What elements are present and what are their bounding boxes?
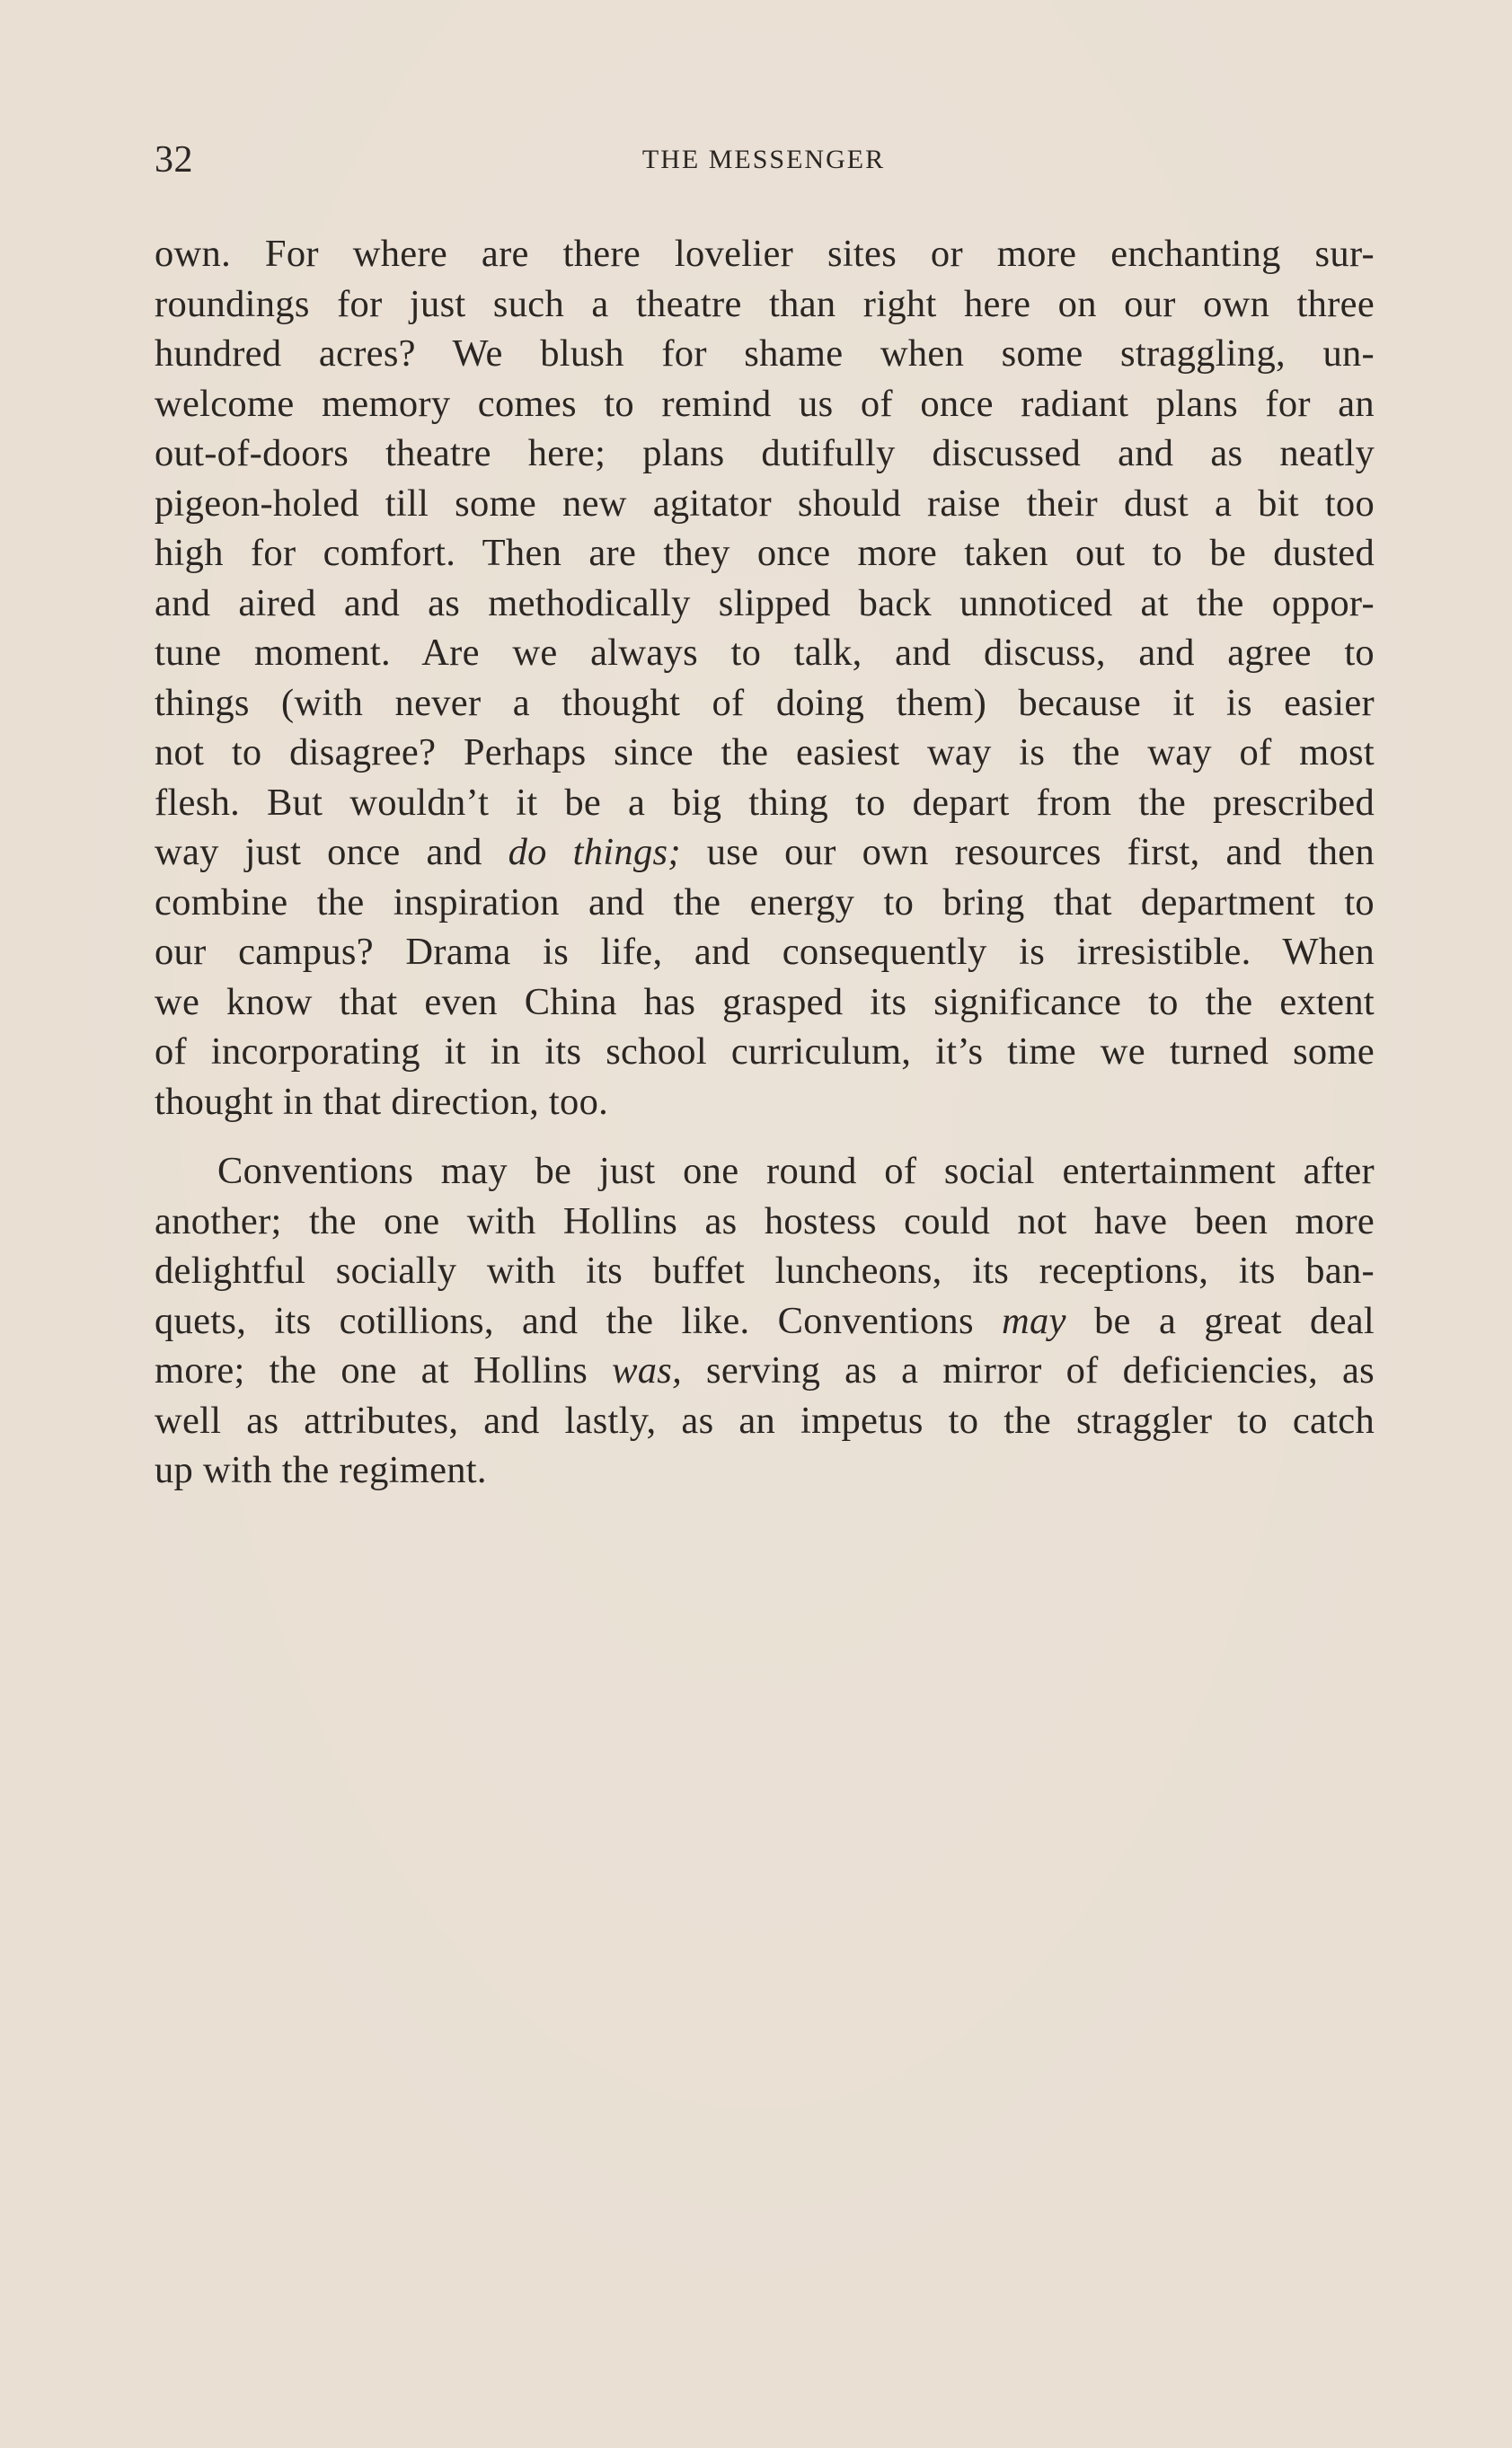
text-line: more; the one at Hollins was, serving as a mirror of deficiencies, as	[155, 1349, 1375, 1392]
text-line: high for comfort. Then are they once more taken out to be dusted	[155, 532, 1375, 574]
text-line: and aired and as methodically slipped back unnoticed at the oppor-	[155, 581, 1375, 624]
paragraph-2	[155, 1146, 1375, 1496]
text-line: roundings for just such a theatre than right here on our own three	[155, 282, 1375, 325]
text-line: quets, its cotillions, and the like. Conventions may be a great deal	[155, 1299, 1375, 1342]
text-line: welcome memory comes to remind us of once radiant plans for an	[155, 382, 1375, 425]
text-line: we know that even China has grasped its significance to the extent	[155, 980, 1375, 1023]
text-line: another; the one with Hollins as hostess could not have been more	[155, 1199, 1375, 1242]
text-line: pigeon-holed till some new agitator should raise their dust a bit too	[155, 482, 1375, 525]
text-line: thought in that direction, too.	[155, 1080, 609, 1123]
text-line: delightful socially with its buffet luncheons, its receptions, its ban-	[155, 1250, 1375, 1292]
text-line: combine the inspiration and the energy to bring that department to	[155, 880, 1375, 924]
text-line: things (with never a thought of doing them) because it is easier	[155, 681, 1375, 724]
text-line: up with the regiment.	[155, 1449, 487, 1491]
text-line: our campus? Drama is life, and consequently is irresistible. When	[155, 931, 1375, 973]
running-title: THE MESSENGER	[641, 145, 886, 174]
text-line: of incorporating it in its school curriculum, it’s time we turned some	[155, 1030, 1375, 1073]
running-head	[153, 135, 1375, 189]
text-line: own. For where are there lovelier sites or more enchanting sur-	[155, 233, 1375, 275]
italic-emphasis: was,	[612, 1349, 683, 1392]
paragraph-1	[155, 229, 1375, 1127]
text-line: flesh. But wouldn’t it be a big thing to depart from the prescribed	[155, 781, 1375, 824]
text-line: way just once and do things; use our own resources first, and then	[155, 831, 1375, 873]
body-text	[155, 229, 1375, 1496]
italic-emphasis: do things;	[508, 831, 681, 873]
text-line: hundred acres? We blush for shame when some straggling, un-	[155, 332, 1375, 375]
text-line: tune moment. Are we always to talk, and discuss, and agree to	[155, 632, 1375, 674]
text-line: out-of-doors theatre here; plans dutifully discussed and as neatly	[155, 432, 1375, 474]
text-line: not to disagree? Perhaps since the easiest way is the way of most	[155, 731, 1375, 773]
page-number: 32	[155, 139, 193, 181]
italic-emphasis: may	[1002, 1299, 1066, 1342]
text-line: well as attributes, and lastly, as an impetus to the straggler to catch	[155, 1399, 1375, 1442]
text-line: Conventions may be just one round of social entertainment after	[217, 1150, 1375, 1192]
